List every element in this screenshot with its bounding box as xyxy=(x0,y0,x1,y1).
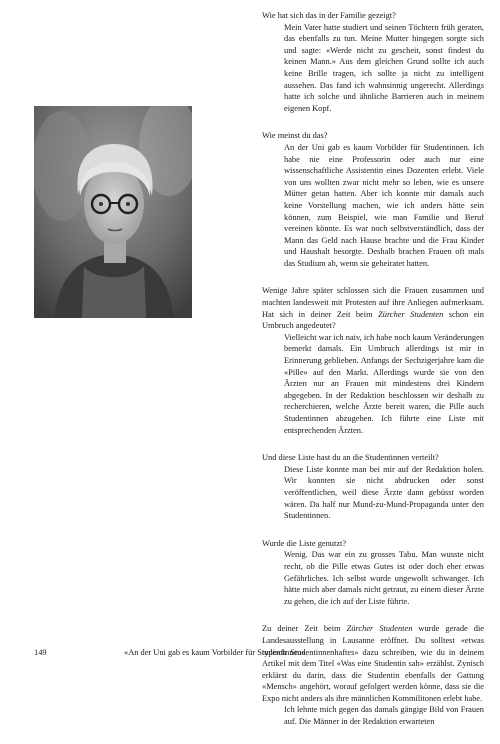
qa-section xyxy=(262,130,484,269)
interview-question: Wie hat sich das in der Familie gezeigt? xyxy=(262,11,396,20)
interview-answer: Wenig. Das war ein zu grosses Tabu. Man wusste nicht recht, ob die Pille etwas Gutes ist oder doch eher etwas Gefährliches. Ich selbst wurde ungewollt schwanger. Ich hätte mich aber damals nicht getraut, zu einem dieser Ärzte zu gehen, die ich auf der Liste führte. xyxy=(284,550,484,606)
intro-text: Wenige Jahre später schlossen sich die Frauen zusammen und machten landesweit mit Protesten auf ihre Anliegen aufmerksam. Hat sich in deiner Zeit beim xyxy=(262,286,484,319)
intro-text: schon ein Umbruch angedeutet? xyxy=(262,309,484,331)
intro-text: Zu deiner Zeit beim xyxy=(262,624,347,634)
page-number: 149 xyxy=(34,648,47,657)
publication-title: Zürcher Studenten xyxy=(346,624,413,634)
running-title: «An der Uni gab es kaum Vorbilder für Studentinnen» xyxy=(124,648,306,657)
qa-section xyxy=(262,285,484,436)
article-column xyxy=(262,10,484,744)
interview-answer: An der Uni gab es kaum Vorbilder für Studentinnen. Ich habe nie eine Professorin oder auch nur eine wissenschaftliche Assistentin eines Dozenten erlebt. Viele von uns wollten zwar nicht mehr so leben, wie es unsere Mütter getan hatten. Aber ich konnte mir damals auch keine Vorstellung machen, wie ich anders hätte sein können, zum Beispiel, wie man Familie und Beruf vereinen könnte. Es war noch selbstverständlich, dass der Mann das Geld nach Hause brachte und die Frau Kinder und Haushalt besorgte. Deshalb brachen Frauen oft mals das Studium ab, wenn sie geheiratet hatten. xyxy=(284,142,484,268)
portrait-illustration xyxy=(34,106,192,318)
qa-section xyxy=(262,623,484,727)
interview-question: Und diese Liste hast du an die Studentinnen verteilt? xyxy=(262,453,439,463)
interview-question: Wurde die Liste genutzt? xyxy=(262,538,347,548)
publication-title: Zürcher Studenten xyxy=(378,309,444,319)
interview-answer: Mein Vater hatte studiert und seinen Töchtern früh geraten, das ebenfalls zu tun. Meine Mutter hingegen sorgte sich und sagte: «Werde nicht zu gescheit, sonst findest du keinen Mann.» Aus dem gleichen Grund sollte ich auch keine Brille tragen, ich sollte ja nicht zu intelligent aussehen. Das fand ich wahnsinnig ungerecht. Allerdings hatte ich solche und ähnliche Barrieren auch in meinem eigenen Kopf. xyxy=(284,22,484,113)
qa-section xyxy=(262,538,484,608)
qa-section xyxy=(262,10,484,114)
portrait-photo xyxy=(34,106,192,318)
interview-answer: Ich lehnte mich gegen das damals gängige Bild von Frauen auf. Die Männer in der Redaktion erwarteten xyxy=(284,705,484,727)
interview-question-long xyxy=(262,285,484,331)
interview-answer: Vielleicht war ich naiv, ich habe noch kaum Veränderungen bemerkt damals. Ein Umbruch allerdings ist mir in Erinnerung geblieben. Anfangs der Sechzigerjahre kam die «Pille» auf den Markt. Allerdings wurde sie von den Ärzten nur an Frauen mit mindestens drei Kindern abgegeben. In der Redaktion beschlossen wir deshalb zu recherchieren, welche Ärzte bereit waren, die Pille auch Studentinnen abzugeben. Ich führte eine Liste mit entsprechenden Ärzten. xyxy=(284,332,484,435)
interview-question-long xyxy=(262,623,484,704)
qa-section xyxy=(262,452,484,522)
intro-text: wurde gerade die Landesausstellung in Lausanne eröffnet. Du solltest «etwas typisch Studentinnenhaftes» dazu schreiben, wie du in deinem Artikel mit dem Titel «Was eine Studentin sah» erzählst. Zynisch erklärst du darin, dass die Studentin ebenfalls der Gattung «Mensch» angehört, worauf gefolgert werden könne, dass sie die Expo nicht anders als ihre männlichen Kommilitonen erlebt habe. xyxy=(262,624,484,703)
interview-answer: Diese Liste konnte man bei mir auf der Redaktion holen. Wir konnten sie nicht abdrucken oder sonst veröffentlichen, weil diese Ärzte dann gebüsst worden wären. Da half nur Mund-zu-Mund-Propaganda unter den Studentinnen. xyxy=(284,464,484,521)
interview-question: Wie meinst du das? xyxy=(262,131,328,141)
